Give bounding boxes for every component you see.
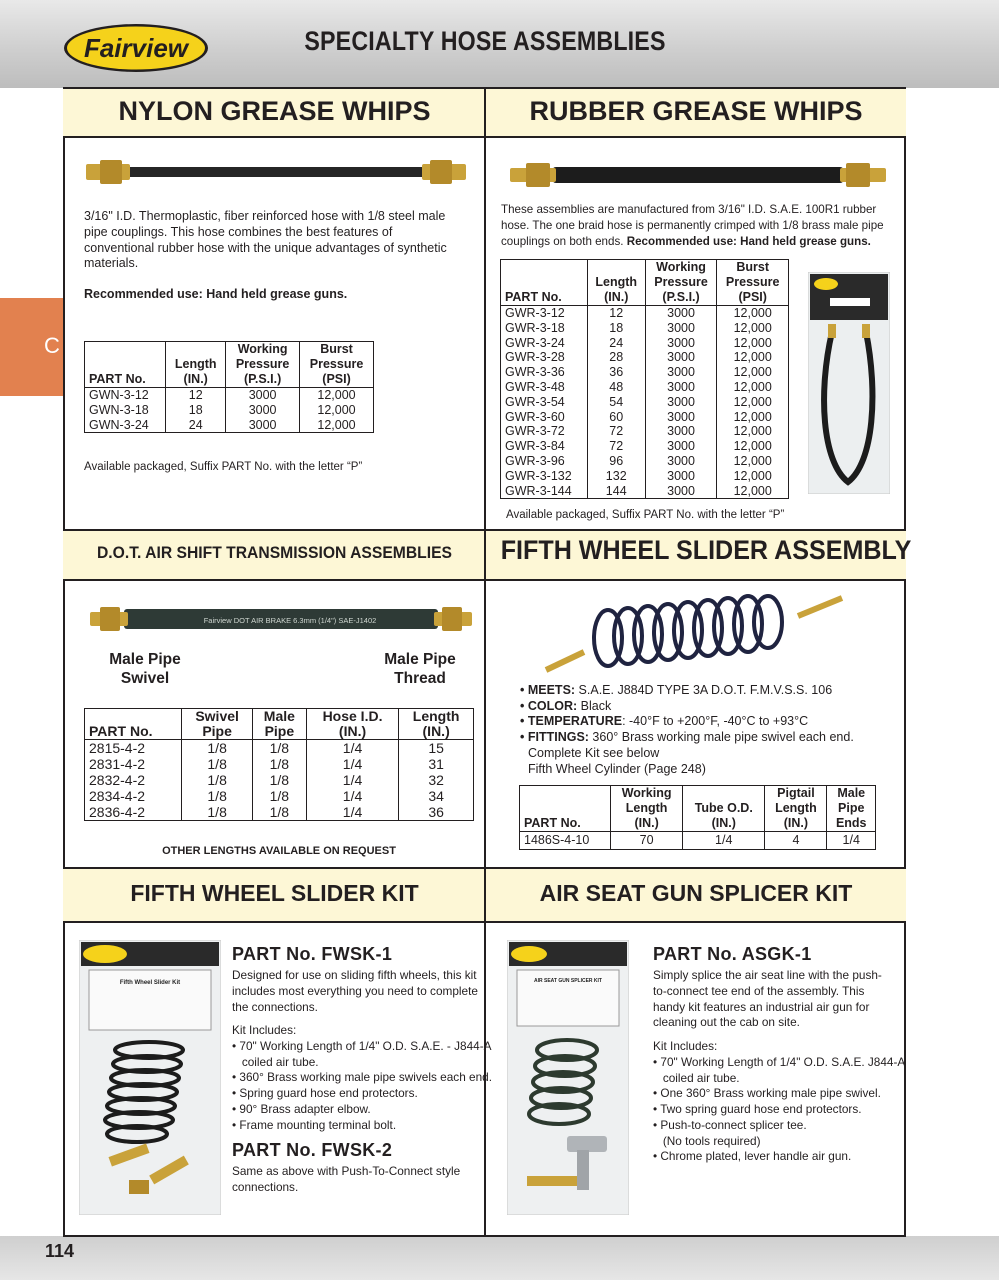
table-row <box>501 410 789 425</box>
part-number-cell: GWR-3-132 <box>501 469 588 484</box>
table-cell: 18 <box>587 321 645 336</box>
table-cell: 1/8 <box>182 756 253 772</box>
table-row <box>501 365 789 380</box>
table-row <box>85 418 374 433</box>
table-cell: 12,000 <box>300 418 374 433</box>
spec-fittings: • FITTINGS: 360° Brass working male pipe swivel each end. <box>520 730 854 745</box>
fifth-kit-item: • 360° Brass working male pipe swivels each end. <box>232 1070 492 1085</box>
table-cell: 12 <box>587 306 645 321</box>
footer-band <box>0 1236 999 1280</box>
rubber-note: Available packaged, Suffix PART No. with the letter “P” <box>506 509 785 521</box>
dot-note: OTHER LENGTHS AVAILABLE ON REQUEST <box>162 845 396 857</box>
table-cell: 24 <box>166 418 226 433</box>
air-seat-item: (No tools required) <box>653 1133 761 1148</box>
table-cell: 70 <box>611 832 683 850</box>
table-row <box>85 740 474 757</box>
nylon-note: Available packaged, Suffix PART No. with the letter “P” <box>84 461 363 473</box>
table-row <box>85 804 474 821</box>
air-seat-items <box>653 1055 905 1165</box>
part-number-cell: GWR-3-60 <box>501 410 588 425</box>
table-row <box>85 403 374 418</box>
table-row <box>501 350 789 365</box>
table-cell: 72 <box>587 439 645 454</box>
part-number-cell: GWR-3-48 <box>501 380 588 395</box>
fifth-th-tube: Tube O.D. (IN.) <box>683 786 765 832</box>
fifth-kit-item: • 90° Brass adapter elbow. <box>232 1101 371 1116</box>
table-cell: 36 <box>587 365 645 380</box>
table-cell: 12,000 <box>717 439 789 454</box>
section-tab[interactable] <box>0 298 64 396</box>
table-row <box>501 439 789 454</box>
table-cell: 12,000 <box>717 410 789 425</box>
fifth-kit-items <box>232 1039 492 1133</box>
table-cell: 3000 <box>645 380 717 395</box>
fifth-kit-part-1: PART No. FWSK-1 <box>232 944 393 964</box>
table-cell: 31 <box>399 756 474 772</box>
nylon-th-length: Length (IN.) <box>166 342 226 388</box>
table-cell: 12,000 <box>300 403 374 418</box>
table-cell: 12,000 <box>717 336 789 351</box>
dot-label-swivel: Male Pipe Swivel <box>109 651 181 687</box>
table-cell: 3000 <box>645 350 717 365</box>
table-cell: 3000 <box>645 321 717 336</box>
table-cell: 12,000 <box>717 306 789 321</box>
table-cell: 36 <box>399 804 474 821</box>
table-cell: 12,000 <box>717 380 789 395</box>
fifth-kit-package-label: Fifth Wheel Slider Kit <box>119 980 181 986</box>
table-row <box>501 380 789 395</box>
part-number-cell: GWR-3-18 <box>501 321 588 336</box>
table-cell: 1/8 <box>182 772 253 788</box>
air-seat-item: • Chrome plated, lever handle air gun. <box>653 1149 852 1164</box>
page-number: 114 <box>45 1241 75 1261</box>
air-seat-package-label: AIR SEAT GUN SPLICER KIT <box>534 978 602 984</box>
part-number-cell: GWR-3-72 <box>501 424 588 439</box>
dot-title: D.O.T. AIR SHIFT TRANSMISSION ASSEMBLIES <box>96 544 453 562</box>
air-seat-item: • One 360° Brass working male pipe swivel. <box>653 1086 881 1101</box>
table-cell: 3000 <box>226 418 300 433</box>
tab-letter: C <box>44 333 60 358</box>
table-cell: 18 <box>166 403 226 418</box>
fifth-th-working: Working Length (IN.) <box>611 786 683 832</box>
table-cell: 48 <box>587 380 645 395</box>
table-cell: 12 <box>166 388 226 403</box>
fifth-kit-package-image <box>79 940 221 1215</box>
fifth-assembly-title: FIFTH WHEEL SLIDER ASSEMBLY <box>500 535 912 565</box>
table-cell: 12,000 <box>717 395 789 410</box>
dot-th-swivel: Swivel Pipe <box>182 709 253 740</box>
rubber-package-image <box>808 272 890 494</box>
logo-text: Fairview <box>83 33 189 63</box>
coiled-hose-image <box>538 590 848 676</box>
fifth-kit-description-2: Same as above with Push-To-Connect style connections. <box>232 1164 461 1194</box>
table-row <box>501 306 789 321</box>
fifth-kit-item: • Spring guard hose end protectors. <box>232 1086 418 1101</box>
table-cell: 3000 <box>226 403 300 418</box>
part-number-cell: GWR-3-144 <box>501 484 588 499</box>
table-row <box>85 772 474 788</box>
table-cell: 12,000 <box>717 321 789 336</box>
table-cell: 60 <box>587 410 645 425</box>
table-cell: 1/8 <box>182 740 253 757</box>
table-row <box>501 321 789 336</box>
fifth-kit-item: • Frame mounting terminal bolt. <box>232 1117 397 1132</box>
table-cell: 1/4 <box>306 756 398 772</box>
table-cell: 15 <box>399 740 474 757</box>
dot-label-thread: Male Pipe Thread <box>384 651 456 687</box>
fifth-kit-title: FIFTH WHEEL SLIDER KIT <box>130 880 419 906</box>
table-row <box>501 484 789 499</box>
table-cell: 24 <box>587 336 645 351</box>
rubber-description: These assemblies are manufactured from 3/16" I.D. S.A.E. 100R1 rubber hose. The one braid hose is permanently crimped with 1/8 brass male pipe couplings on both ends. Recommended use: Hand held grease guns. <box>501 203 884 248</box>
rubber-th-working: Working Pressure (P.S.I.) <box>645 260 717 306</box>
table-row <box>85 788 474 804</box>
table-cell: 3000 <box>645 395 717 410</box>
spec-temperature: • TEMPERATURE: -40°F to +200°F, -40°C to +93°C <box>520 714 809 729</box>
part-number-cell: GWR-3-36 <box>501 365 588 380</box>
table-cell: 1/8 <box>182 804 253 821</box>
air-seat-title: AIR SEAT GUN SPLICER KIT <box>539 880 853 906</box>
dot-th-male: Male Pipe <box>252 709 306 740</box>
table-cell: 12,000 <box>717 350 789 365</box>
table-cell: 72 <box>587 424 645 439</box>
table-cell: 1/4 <box>306 740 398 757</box>
nylon-table <box>84 341 374 433</box>
spec-cylinder-line: Fifth Wheel Cylinder (Page 248) <box>528 761 706 776</box>
table-cell: 28 <box>587 350 645 365</box>
dot-th-hoseid: Hose I.D. (IN.) <box>306 709 398 740</box>
table-cell: 1/8 <box>252 756 306 772</box>
dot-hose-print: Fairview DOT AIR BRAKE 6.3mm (1/4") SAE-J1402 <box>203 616 377 625</box>
air-seat-part: PART No. ASGK-1 <box>653 944 812 964</box>
spec-meets: • MEETS: S.A.E. J884D TYPE 3A D.O.T. F.M.V.S.S. 106 <box>520 683 833 697</box>
nylon-th-working: Working Pressure (P.S.I.) <box>226 342 300 388</box>
fifth-assembly-specs <box>520 683 854 777</box>
air-seat-includes-label: Kit Includes: <box>653 1039 718 1053</box>
table-cell: 1/4 <box>306 772 398 788</box>
table-row <box>85 388 374 403</box>
fifth-kit-part-2: PART No. FWSK-2 <box>232 1140 393 1160</box>
part-number-cell: 2831-4-2 <box>85 756 182 772</box>
part-number-cell: GWR-3-96 <box>501 454 588 469</box>
table-cell: 3000 <box>645 365 717 380</box>
rubber-hose-image <box>510 158 886 192</box>
table-cell: 12,000 <box>717 365 789 380</box>
table-cell: 3000 <box>645 336 717 351</box>
nylon-description: 3/16" I.D. Thermoplastic, fiber reinforced hose with 1/8 steel male pipe couplings. This hose combines the best features of conventional rubber hose with the unique advantages of synthetic materials. <box>84 209 447 271</box>
part-number-cell: 2815-4-2 <box>85 740 182 757</box>
table-cell: 96 <box>587 454 645 469</box>
fifth-assembly-table <box>519 785 876 850</box>
table-cell: 1/8 <box>252 740 306 757</box>
fifth-kit-description: Designed for use on sliding fifth wheels, this kit includes most everything you need to complete the connections. <box>232 968 478 1014</box>
air-seat-package-image <box>507 940 629 1215</box>
dot-th-part: PART No. <box>85 709 182 740</box>
air-seat-item: • 70" Working Length of 1/4" O.D. S.A.E. J844-A <box>653 1055 906 1069</box>
rubber-table <box>500 259 789 499</box>
table-row <box>501 469 789 484</box>
table-row <box>520 832 876 850</box>
part-number-cell: 2834-4-2 <box>85 788 182 804</box>
table-cell: 1/8 <box>182 788 253 804</box>
dot-table <box>84 708 474 821</box>
table-cell: 132 <box>587 469 645 484</box>
part-number-cell: 2832-4-2 <box>85 772 182 788</box>
dot-th-length: Length (IN.) <box>399 709 474 740</box>
rubber-th-burst: Burst Pressure (PSI) <box>717 260 789 306</box>
table-row <box>501 395 789 410</box>
part-number-cell: GWN-3-12 <box>85 388 166 403</box>
part-number-cell: GWR-3-54 <box>501 395 588 410</box>
table-cell: 3000 <box>645 439 717 454</box>
spec-color: • COLOR: Black <box>520 698 612 713</box>
rubber-th-length: Length (IN.) <box>587 260 645 306</box>
table-cell: 1/4 <box>306 788 398 804</box>
table-cell: 12,000 <box>300 388 374 403</box>
nylon-recommended: Recommended use: Hand held grease guns. <box>84 287 348 301</box>
table-row <box>85 756 474 772</box>
nylon-hose-image <box>86 156 466 188</box>
fifth-kit-item: coiled air tube. <box>232 1054 319 1069</box>
part-number-cell: 2836-4-2 <box>85 804 182 821</box>
table-cell: 1/8 <box>252 804 306 821</box>
table-cell: 3000 <box>645 306 717 321</box>
table-cell: 1/4 <box>827 832 876 850</box>
part-number-cell: GWR-3-12 <box>501 306 588 321</box>
spec-kit-line: Complete Kit see below <box>528 745 660 760</box>
table-cell: 3000 <box>645 410 717 425</box>
rubber-th-part: PART No. <box>501 260 588 306</box>
table-row <box>501 424 789 439</box>
table-cell: 1/8 <box>252 772 306 788</box>
table-cell: 1/4 <box>306 804 398 821</box>
table-cell: 1/8 <box>252 788 306 804</box>
nylon-title: NYLON GREASE WHIPS <box>118 96 431 126</box>
part-number-cell: GWR-3-84 <box>501 439 588 454</box>
table-cell: 4 <box>765 832 827 850</box>
part-number-cell: 1486S-4-10 <box>520 832 611 850</box>
table-cell: 1/4 <box>683 832 765 850</box>
table-cell: 3000 <box>645 469 717 484</box>
rubber-title: RUBBER GREASE WHIPS <box>529 96 863 126</box>
fifth-th-part: PART No. <box>520 786 611 832</box>
table-cell: 144 <box>587 484 645 499</box>
part-number-cell: GWR-3-28 <box>501 350 588 365</box>
fifth-kit-item: • 70" Working Length of 1/4" O.D. S.A.E. - J844-A <box>232 1039 492 1053</box>
nylon-th-burst: Burst Pressure (PSI) <box>300 342 374 388</box>
nylon-th-part: PART No. <box>85 342 166 388</box>
table-row <box>501 336 789 351</box>
table-cell: 3000 <box>226 388 300 403</box>
part-number-cell: GWN-3-24 <box>85 418 166 433</box>
air-seat-item: • Two spring guard hose end protectors. <box>653 1102 862 1117</box>
table-cell: 3000 <box>645 454 717 469</box>
table-cell: 12,000 <box>717 454 789 469</box>
air-seat-description: Simply splice the air seat line with the push-to-connect tee end of the assembly. This handy kit features an industrial air gun for cleaning out the cab on site. <box>653 968 882 1030</box>
table-row <box>501 454 789 469</box>
dot-hose-image <box>90 604 472 634</box>
page-title: SPECIALTY HOSE ASSEMBLIES <box>304 26 666 56</box>
air-seat-item: coiled air tube. <box>653 1070 740 1085</box>
part-number-cell: GWR-3-24 <box>501 336 588 351</box>
table-cell: 12,000 <box>717 469 789 484</box>
table-cell: 54 <box>587 395 645 410</box>
table-cell: 12,000 <box>717 484 789 499</box>
fifth-th-ends: Male Pipe Ends <box>827 786 876 832</box>
fifth-kit-includes-label: Kit Includes: <box>232 1023 297 1037</box>
table-cell: 12,000 <box>717 424 789 439</box>
table-cell: 3000 <box>645 484 717 499</box>
table-cell: 32 <box>399 772 474 788</box>
fairview-logo <box>62 22 210 74</box>
fifth-th-pigtail: Pigtail Length (IN.) <box>765 786 827 832</box>
table-cell: 34 <box>399 788 474 804</box>
part-number-cell: GWN-3-18 <box>85 403 166 418</box>
air-seat-item: • Push-to-connect splicer tee. <box>653 1117 807 1132</box>
table-cell: 3000 <box>645 424 717 439</box>
